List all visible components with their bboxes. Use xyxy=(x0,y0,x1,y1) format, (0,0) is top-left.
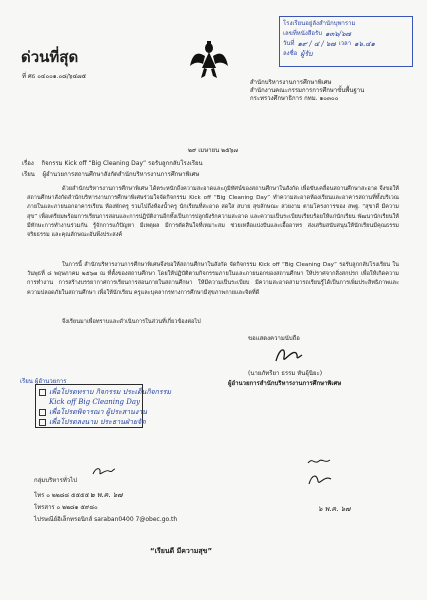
checkbox xyxy=(39,389,46,396)
approval-date: ๖ พ.ค. ๖๗ xyxy=(318,505,351,513)
stamp-time-label: เวลา xyxy=(338,40,352,47)
contact-telephone: โทร ๐ ๒๒๘๘ ๕๕๕๕ xyxy=(34,492,90,499)
contact-fax: โทรสาร ๐ ๒๒๘๑ ๕๙๘๐ xyxy=(34,504,98,511)
sender-line-2: สำนักงานคณะกรรมการการศึกษาขั้นพื้นฐาน xyxy=(250,87,365,94)
routing-label: เรียน ผู้อำนวยการ xyxy=(20,378,67,385)
stamp-date-row xyxy=(283,39,409,49)
routing-row xyxy=(39,407,147,417)
department-date: ๒ พ.ค. ๖๗ xyxy=(90,491,123,499)
sender-line-3: กระทรวงศึกษาธิการ กทม. ๑๐๓๐๐ xyxy=(250,95,339,102)
contact-department: กลุ่มบริหารทั่วไป xyxy=(34,477,77,484)
recipient-line xyxy=(22,169,199,179)
approval-signature xyxy=(306,472,334,488)
department-signature xyxy=(91,465,117,477)
stamp-sign-row xyxy=(283,49,409,59)
subject-line xyxy=(22,158,203,168)
routing-text: Kick off Big Cleaning Day xyxy=(49,398,140,406)
sender-line-1: สำนักบริหารงานการศึกษาพิเศษ xyxy=(250,79,332,86)
closing-phrase: ขอแสดงความนับถือ xyxy=(248,335,300,342)
subject-text: กิจกรรม Kick off “Big Cleaning Day” รอรับลูกกลับโรงเรียน xyxy=(41,160,203,167)
routing-text: เพื่อโปรดพิจารณา ผู้ประสานงาน xyxy=(49,407,147,416)
stamp-time-value: ๑๖.๔๑ xyxy=(354,40,375,48)
signer-title: ผู้อำนวยการสำนักบริหารงานการศึกษาพิเศษ xyxy=(228,380,342,387)
stamp-received-no: ๑๓๖/๖๗ xyxy=(325,30,351,38)
footer-motto: “เรียนดี มีความสุข” xyxy=(150,547,213,555)
stamp-title: โรงเรียนอยู่ลังสำนักบุพาราม xyxy=(283,20,356,27)
routing-row xyxy=(39,417,146,427)
stamp-sign-value: ผู้รับ xyxy=(300,50,313,58)
recipient-text: ผู้อำนวยการสถานศึกษาสังกัดสำนักบริหารงานการศึกษาพิเศษ xyxy=(42,171,200,178)
director-signature xyxy=(272,343,306,367)
routing-text: เพื่อโปรดทราบ กิจกรรม ประเด็นกิจกรรม xyxy=(49,387,172,396)
signer-name: (นายภัทรียา ธรรม หันอุ้นิยะ) xyxy=(248,370,323,377)
received-stamp xyxy=(279,16,413,67)
checkbox xyxy=(39,409,46,416)
document-number: ที่ ศธ ๐๔๐๐๑.๐๘/๖๔๗๕ xyxy=(22,73,87,80)
urgency-label: ด่วนที่สุด xyxy=(21,48,79,66)
subject-label: เรื่อง xyxy=(22,160,34,167)
body-paragraph-1: ด้วยสำนักบริหารงานการศึกษาพิเศษ ได้ตระหนักถึงความสะอาดและภูมิทัศน์ของสถานศึกษาในสังกัด เพื่อขับเคลื่อนสถานศึกษาสะอาด จึงขอให้สถานศึกษาสังกัดสำนักบริหารงานการศึกษาพิเศษร่วมใจจัดกิจกรรม Kick off “Big Cleaning Day” ทำความสะอาดห้องเรียนและอาคารสถานที่ทั้งบริเวณภายในและภายนอกอาคารเรียน ห้องพักครู รวมไปถึงห้องน้ำครู นักเรียนที่สะอาด สดใส สบาย สุขลักษณะ สวยงาม ตามโครงการของ สพฐ. “สุขาดี มีความสุข” เพื่อเตรียมพร้อมการเรียนการสอนและการปฏิบัติงานอีกทั้งเป็นการปลูกฝังรักความสะอาด และความเป็นระเบียบเรียบร้อยให้แก่นักเรียน พัฒนานักเรียนให้มีทักษะการทำงานร่วมกัน รู้จักการแก้ปัญหา มีเหตุผล มีการตัดสินใจที่เหมาะสม ช่วยเหลือแบ่งปันและเอื้ออาทร ส่งเสริมสนับสนุนให้นักเรียนมีคุณธรรมจริยธรรม และคุณลักษณะอันพึงประสงค์ xyxy=(27,186,399,239)
checkbox xyxy=(39,419,46,426)
stamp-date-value: ๑๙ / ๔ / ๖๗ xyxy=(297,40,336,48)
stamp-title-row xyxy=(283,19,409,29)
recipient-label: เรียน xyxy=(22,171,35,178)
routing-text: เพื่อโปรดลงนาม ประธานฝ่ายจัด xyxy=(49,417,146,426)
stamp-received-label: เลขที่หนังสือรับ xyxy=(283,30,323,37)
approval-signature xyxy=(306,455,332,467)
routing-box xyxy=(35,384,172,428)
stamp-sign-label: ลงชื่อ xyxy=(283,50,298,57)
routing-row xyxy=(39,387,172,397)
routing-row xyxy=(39,397,139,407)
contact-email: ไปรษณีย์อิเล็กทรอนิกส์ saraban0400 7@obec.go.th xyxy=(34,516,178,523)
sender-address xyxy=(250,79,364,103)
body-paragraph-2: ในการนี้ สำนักบริหารงานการศึกษาพิเศษจึงขอให้สถานศึกษาในสังกัด จัดกิจกรรม Kick off “Big Cleaning Day” รอรับลูกกลับโรงเรียน ในวันพุธที่ ๘ พฤษภาคม ๒๕๖๗ ณ ที่ตั้งของสถานศึกษา โดยให้ปฏิบัติตามกิจกรรมภายในและภายนอกของสถานศึกษา ให้ปราศจากสิ่งสกปรก เพื่อให้เกิดความการทำงาน การสร้างบรรยากาศการเรียนการสอนภายในสถานศึกษา ให้มีความเป็นระเบียบ มีความสะอาดสามารถเรียนรู้ได้เป็นการเพิ่มประสิทธิภาพและความปลอดภัยในสถานศึกษา เพื่อให้นักเรียน ครูและบุคลากรทางการศึกษามีสุขภาพกายและจิตที่ดี xyxy=(27,262,399,296)
document-date: ๒๙ เมษายน ๒๕๖๗ xyxy=(188,147,238,154)
stamp-date-label: วันที่ xyxy=(283,40,295,47)
body-paragraph-3: จึงเรียนมาเพื่อทราบและดำเนินการในส่วนที่เกี่ยวข้องต่อไป xyxy=(62,319,201,325)
garuda-emblem-icon xyxy=(188,38,230,80)
stamp-received-row xyxy=(283,29,409,39)
